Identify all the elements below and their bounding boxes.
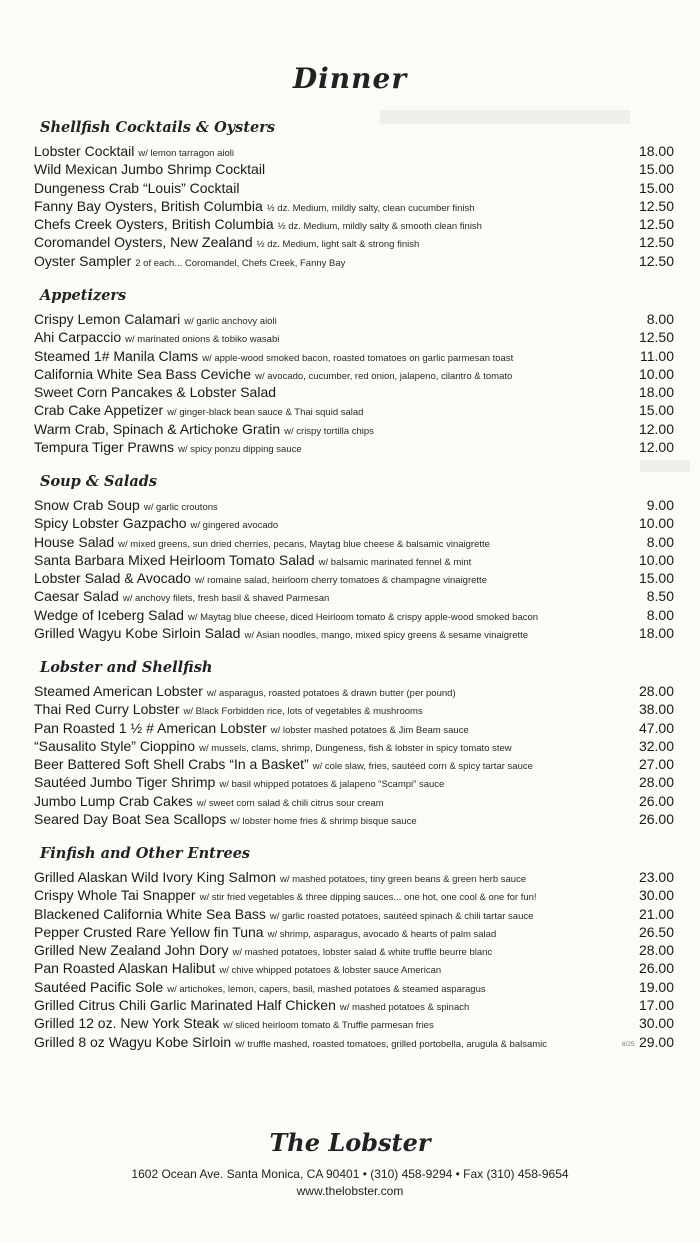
menu-item-name: Grilled Citrus Chili Garlic Marinated Half Chicken [34,997,336,1014]
menu-item [34,755,674,773]
menu-item-name: Wedge of Iceberg Salad [34,606,184,623]
menu-item-name: Beer Battered Soft Shell Crabs “In a Basket” [34,756,309,773]
menu-item-price: 12.00 [638,420,674,437]
menu-item-description: w/ stir fried vegetables & three dipping sauces... one hot, one cool & one for fun! [199,892,537,904]
menu-item [34,606,674,624]
menu-item-description: w/ spicy ponzu dipping sauce [178,444,302,456]
menu-item-price: 12.50 [638,252,674,269]
menu-item-description: w/ sliced heirloom tomato & Truffle parmesan fries [223,1020,434,1032]
section-heading: Finfish and Other Entrees [40,845,251,862]
menu-item-description: w/ artichokes, lemon, capers, basil, mashed potatoes & steamed asparagus [167,983,486,995]
menu-item-description: w/ Maytag blue cheese, diced Heirloom tomato & crispy apple-wood smoked bacon [187,611,539,623]
menu-item-name: Steamed American Lobster [34,683,203,699]
section-soup-salads [34,472,674,642]
menu-item-description: 2 of each... Coromandel, Chefs Creek, Fanny Bay [135,257,346,269]
section-appetizers [34,286,674,456]
menu-item [34,569,674,587]
menu-item-description: w/ romaine salad, heirloom cherry tomatoes & champagne vinaigrette [194,575,487,587]
menu-item-description: w/ truffle mashed, roasted tomatoes, grilled portobella, arugula & balsamic [235,1038,548,1050]
menu-item [34,252,674,270]
menu-item-name: Chefs Creek Oysters, British Columbia [34,216,274,233]
menu-item-description: w/ apple-wood smoked bacon, roasted tomatoes on garlic parmesan toast [202,352,514,364]
section-finfish-entrees [34,844,674,1051]
menu-item-price: 8.50 [646,588,674,605]
menu-item-price: 10.00 [638,515,674,532]
menu-item-name: “Sausalito Style” Cioppino [34,737,196,754]
menu-item-description: w/ garlic roasted potatoes, sautéed spinach & chili tartar sauce [269,910,534,922]
menu-item-description: w/ cole slaw, fries, sautéed corn & spicy tartar sauce [312,761,533,773]
menu-item-price: 12.50 [638,329,674,346]
menu-item-price: 29.00 [638,1033,674,1050]
menu-item-price: 26.50 [638,923,674,940]
menu-item [34,142,674,160]
menu-item-price: 19.00 [638,978,674,995]
date-stamp: 8/25 [622,1041,635,1048]
menu-item-description: ½ dz. Medium, mildly salty, clean cucumber finish [266,202,475,214]
menu-item-description: w/ lobster home fries & shrimp bisque sauce [230,816,417,828]
restaurant-address: 1602 Ocean Ave. Santa Monica, CA 90401 • (310) 458-9294 • Fax (310) 458-9654 [131,1167,569,1181]
menu-item-name: Thai Red Curry Lobster [34,701,180,718]
menu-item-name: Sautéed Pacific Sole [34,978,164,995]
section-heading: Shellfish Cocktails & Oysters [40,119,276,136]
menu-item [34,420,674,438]
menu-item-price: 30.00 [638,887,674,904]
menu-item-price: 26.00 [638,811,674,828]
menu-item [34,682,674,700]
menu-item-description: w/ garlic anchovy aioli [184,316,277,327]
menu-item [34,496,674,514]
menu-item-price: 38.00 [638,701,674,718]
menu-item-name: Jumbo Lump Crab Cakes [34,792,193,809]
menu-item-description: w/ gingered avocado [190,520,279,532]
menu-item [34,737,674,755]
menu-item [34,347,674,365]
menu-item-description: w/ ginger-black bean sauce & Thai squid salad [167,407,364,419]
menu-item [34,923,674,941]
menu-item-name: Grilled Alaskan Wild Ivory King Salmon [34,869,276,885]
menu-item-price: 15.00 [638,179,674,196]
menu-item-name: Crispy Lemon Calamari [34,311,181,327]
menu-item [34,1033,674,1051]
menu-item-price: 15.00 [638,161,674,178]
menu-item [34,328,674,346]
menu-item-name: Fanny Bay Oysters, British Columbia [34,197,263,214]
menu-item-description: w/ mashed potatoes, tiny green beans & green herb sauce [280,874,527,885]
menu-item-price: 23.00 [638,869,674,885]
menu-item-price: 18.00 [638,143,674,159]
menu-item-price: 10.00 [638,365,674,382]
menu-item-name: Grilled 12 oz. New York Steak [34,1015,220,1032]
menu-item-description: w/ basil whipped potatoes & jalapeno “Scampi” sauce [219,779,445,791]
menu-item-price: 28.00 [638,683,674,699]
menu-item-price: 17.00 [638,997,674,1014]
menu-item-name: Wild Mexican Jumbo Shrimp Cocktail [34,161,266,178]
menu-item [34,1014,674,1032]
menu-item-name: Pepper Crusted Rare Yellow fin Tuna [34,923,264,940]
menu-item-name: Crab Cake Appetizer [34,402,164,419]
section-heading: Soup & Salads [40,473,158,490]
menu-item [34,700,674,718]
menu-item-name: Sweet Corn Pancakes & Lobster Salad [34,384,277,401]
menu-item [34,383,674,401]
menu-item-price: 12.00 [638,439,674,456]
menu-item-price: 30.00 [638,1015,674,1032]
bleed-through-mark [640,460,690,472]
menu-item-description: w/ Asian noodles, mango, mixed spicy greens & sesame vinaigrette [244,630,529,642]
menu-item [34,401,674,419]
menu-title: Dinner [292,62,408,95]
menu-item [34,719,674,737]
menu-item-name: Warm Crab, Spinach & Artichoke Gratin [34,420,281,437]
menu-item-name: Ahi Carpaccio [34,329,122,346]
menu-item [34,773,674,791]
menu-item-price: 8.00 [646,606,674,623]
menu-item-name: House Salad [34,533,115,550]
menu-item-price: 10.00 [638,551,674,568]
menu-item [34,233,674,251]
menu-item-name: Grilled New Zealand John Dory [34,942,229,959]
menu-item-price: 12.50 [638,216,674,233]
menu-item-price: 47.00 [638,719,674,736]
section-lobster-shellfish [34,658,674,828]
menu-item-price: 11.00 [640,347,674,364]
menu-item-name: Tempura Tiger Prawns [34,439,175,456]
menu-item-description: w/ marinated onions & tobiko wasabi [125,334,280,346]
menu-item [34,905,674,923]
menu-item-name: Coromandel Oysters, New Zealand [34,234,253,251]
menu-item-name: Oyster Sampler [34,252,132,269]
menu-item-description: ½ dz. Medium, light salt & strong finish [256,239,420,251]
item-list [34,310,674,456]
menu-item-description: w/ asparagus, roasted potatoes & drawn butter (per pound) [206,688,456,699]
menu-item [34,792,674,810]
menu-item-price: 8.00 [646,311,674,327]
menu-item-description: w/ avocado, cucumber, red onion, jalapeno, cilantro & tomato [255,370,513,382]
menu-item-name: Seared Day Boat Sea Scallops [34,811,227,828]
restaurant-website: www.thelobster.com [296,1184,404,1198]
restaurant-name: The Lobster [269,1128,431,1157]
menu-item [34,996,674,1014]
menu-item-name: Spicy Lobster Gazpacho [34,515,187,532]
menu-item-description: w/ chive whipped potatoes & lobster sauce American [219,965,442,977]
menu-item-name: Snow Crab Soup [34,497,140,513]
menu-item-price: 12.50 [638,234,674,251]
menu-item-price: 32.00 [638,737,674,754]
menu-item-price: 9.00 [646,497,674,513]
menu-item-name: Lobster Cocktail [34,143,135,159]
menu-item-price: 28.00 [638,774,674,791]
menu-item [34,810,674,828]
menu-item-description: w/ lemon tarragon aioli [138,148,234,159]
menu-item-name: Blackened California White Sea Bass [34,905,266,922]
menu-item [34,941,674,959]
menu-item-name: Sautéed Jumbo Tiger Shrimp [34,774,216,791]
section-shellfish-cocktails [34,118,674,270]
menu-item [34,886,674,904]
menu-item-name: Pan Roasted Alaskan Halibut [34,960,216,977]
menu-item [34,587,674,605]
menu-item-price: 18.00 [638,384,674,401]
menu-item-description: w/ sweet corn salad & chili citrus sour cream [196,797,384,809]
section-heading: Lobster and Shellfish [40,659,213,676]
menu-item-description: ½ dz. Medium, mildly salty & smooth clean finish [277,221,482,233]
menu-item-price: 26.00 [638,960,674,977]
menu-item-price: 8.00 [646,533,674,550]
menu-item-name: Steamed 1# Manila Clams [34,347,199,364]
menu-item [34,215,674,233]
menu-item [34,438,674,456]
item-list [34,868,674,1051]
menu-item-price: 18.00 [638,625,674,642]
item-list [34,142,674,270]
menu-item [34,310,674,328]
menu-item-price: 28.00 [638,942,674,959]
menu-item [34,978,674,996]
menu-item-description: w/ garlic croutons [143,502,218,513]
menu-item-price: 27.00 [638,756,674,773]
menu-item-description: w/ shrimp, asparagus, avocado & hearts of palm salad [267,928,497,940]
menu-item-name: Grilled Wagyu Kobe Sirloin Salad [34,625,241,642]
menu-item-description: w/ crispy tortilla chips [284,425,374,437]
menu-item-price: 26.00 [638,792,674,809]
menu-item-description: w/ balsamic marinated fennel & mint [318,556,472,568]
menu-item [34,624,674,642]
item-list [34,496,674,642]
item-list [34,682,674,828]
menu-item [34,160,674,178]
menu-item [34,514,674,532]
menu-item-description: w/ mixed greens, sun dried cherries, pecans, Maytag blue cheese & balsamic vinaigrette [118,538,490,550]
menu-item-price: 12.50 [638,197,674,214]
menu-item-name: Caesar Salad [34,588,119,605]
menu-item-name: Santa Barbara Mixed Heirloom Tomato Salad [34,551,315,568]
menu-item-description: w/ anchovy filets, fresh basil & shaved Parmesan [122,593,330,605]
menu-item-description: w/ lobster mashed potatoes & Jim Beam sauce [270,724,469,736]
menu-item-description: w/ mashed potatoes, lobster salad & white truffle beurre blanc [232,947,493,959]
menu-item [34,197,674,215]
menu-item [34,959,674,977]
menu-item-name: California White Sea Bass Ceviche [34,365,252,382]
menu-item [34,533,674,551]
menu-item [34,868,674,886]
menu-item [34,551,674,569]
menu-item-name: Lobster Salad & Avocado [34,570,191,587]
menu-item-name: Pan Roasted 1 ½ # American Lobster [34,719,267,736]
menu-item-price: 21.00 [638,905,674,922]
menu-item [34,179,674,197]
menu-item-description: w/ mussels, clams, shrimp, Dungeness, fish & lobster in spicy tomato stew [199,742,512,754]
menu-item [34,365,674,383]
menu-item-description: w/ Black Forbidden rice, lots of vegetables & mushrooms [183,706,423,718]
menu-item-price: 15.00 [638,570,674,587]
menu-item-description: w/ mashed potatoes & spinach [339,1002,470,1014]
menu-item-price: 15.00 [638,402,674,419]
menu-item-name: Dungeness Crab “Louis” Cocktail [34,179,240,196]
section-heading: Appetizers [40,287,127,304]
menu-item-name: Grilled 8 oz Wagyu Kobe Sirloin [34,1033,232,1050]
menu-item-name: Crispy Whole Tai Snapper [34,887,196,904]
